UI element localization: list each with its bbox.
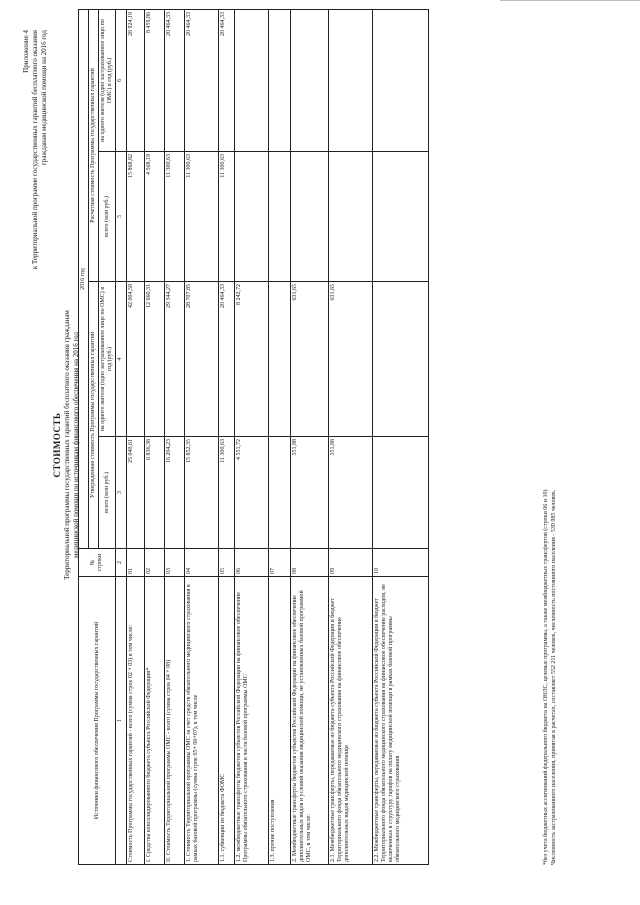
header-approved-total: всего (млн руб.) xyxy=(99,437,116,549)
header-approved-cost: Утвержденная стоимость Программы государственных гарантий xyxy=(89,282,99,549)
approved-total-cell: 25 040,61 xyxy=(127,437,145,549)
row-number: 10 xyxy=(373,549,429,577)
header-row-number: № строки xyxy=(79,549,116,577)
row-number: 02 xyxy=(145,549,165,577)
approved-total-cell xyxy=(373,437,429,549)
appendix-line-2: к Территориальной программе государственных гарантий бесплатного оказания xyxy=(31,30,39,270)
calc-per-capita-cell xyxy=(373,9,429,151)
calc-total-cell: 11 300,63 xyxy=(165,152,185,282)
row-label: I. Средства консолидированного бюджета субъекта Российской Федерации* xyxy=(145,577,165,865)
row-number: 09 xyxy=(329,549,373,577)
approved-per-capita-cell: 20 464,33 xyxy=(219,282,235,437)
calc-per-capita-cell: 20 464,33 xyxy=(165,9,185,151)
document-title: СТОИМОСТЬ xyxy=(52,412,62,478)
approved-total-cell: 6 836,38 xyxy=(145,437,165,549)
calc-total-cell xyxy=(235,152,269,282)
column-number: 3 xyxy=(116,437,127,549)
row-number: 07 xyxy=(269,549,291,577)
calc-total-cell: 15 868,82 xyxy=(127,152,145,282)
footnotes xyxy=(542,490,558,866)
table-row xyxy=(165,9,185,864)
table-row xyxy=(269,9,291,864)
row-number: 01 xyxy=(127,549,145,577)
column-number: 6 xyxy=(116,9,127,151)
table-row xyxy=(185,9,219,864)
approved-per-capita-cell: 631,65 xyxy=(329,282,373,437)
approved-per-capita-cell xyxy=(269,282,291,437)
approved-per-capita-cell: 8 242,72 xyxy=(235,282,269,437)
approved-per-capita-cell: 42 004,58 xyxy=(127,282,145,437)
footnote-2: Численность застрахованного населения, принятая в расчетах, составляет 552 211 человек, численность постоянного населения - 539 985 человек. xyxy=(551,489,557,865)
approved-per-capita-cell: 29 344,27 xyxy=(165,282,185,437)
approved-per-capita-cell xyxy=(373,282,429,437)
row-label: 1.1. субвенции из бюджета ФОМС xyxy=(219,577,235,865)
table-row xyxy=(235,9,269,864)
table-row xyxy=(127,9,145,864)
table-row xyxy=(219,9,235,864)
calc-per-capita-cell: 20 464,33 xyxy=(219,9,235,151)
column-number-row xyxy=(116,9,127,864)
calc-total-cell xyxy=(329,152,373,282)
row-label: II. Стоимость Территориальной программы ОМС - всего (сумма строк 04 + 08) xyxy=(165,577,185,865)
row-number: 04 xyxy=(185,549,219,577)
approved-per-capita-cell: 28 707,85 xyxy=(185,282,219,437)
approved-per-capita-cell: 631,65 xyxy=(291,282,329,437)
calc-per-capita-cell: 20 464,33 xyxy=(185,9,219,151)
column-number: 4 xyxy=(116,282,127,437)
approved-total-cell xyxy=(269,437,291,549)
approved-total-cell: 351,88 xyxy=(329,437,373,549)
calc-total-cell xyxy=(291,152,329,282)
calc-per-capita-cell xyxy=(291,9,329,151)
appendix-header xyxy=(22,30,49,390)
calc-per-capita-cell: 8 459,86 xyxy=(145,9,165,151)
approved-per-capita-cell: 12 660,31 xyxy=(145,282,165,437)
approved-total-cell: 351,88 xyxy=(291,437,329,549)
row-label: 2. Межбюджетные трансферты бюджетов субъектов Российской Федерации на финансовое обеспечение дополнительных видов и условий оказания медицинской помощи, не установленных базовой программой ОМС, в том числе: xyxy=(291,577,329,865)
column-number: 2 xyxy=(116,549,127,577)
document-subtitle-2: медицинской помощи по источникам финансового обеспечения на 2016 год xyxy=(72,331,80,559)
appendix-line-1: Приложение 4 xyxy=(22,30,30,73)
row-number: 06 xyxy=(235,549,269,577)
cost-table xyxy=(78,9,429,865)
approved-total-cell: 11 300,63 xyxy=(219,437,235,549)
header-calc-per-capita: на одного жителя (одно застрахованное лицо по ОМС) в год (руб.) xyxy=(99,9,116,151)
row-label: 1.3. прочие поступления xyxy=(269,577,291,865)
appendix-line-3: гражданам медицинской помощи на 2016 год xyxy=(40,30,48,165)
calc-per-capita-cell xyxy=(269,9,291,151)
row-label: 1.2. межбюджетные трансферты бюджетов субъектов Российской Федерации на финансовое обеспечение Программы обязательного страхования в части базовой программы ОМС xyxy=(235,577,269,865)
row-number: 03 xyxy=(165,549,185,577)
calc-total-cell: 4 568,19 xyxy=(145,152,165,282)
table-row xyxy=(329,9,373,864)
table-row xyxy=(291,9,329,864)
document-subtitle-1: Территориальной программы государственных гарантий бесплатного оказания гражданам xyxy=(63,310,71,580)
calc-total-cell: 11 300,63 xyxy=(185,152,219,282)
row-number: 08 xyxy=(291,549,329,577)
column-number: 5 xyxy=(116,152,127,282)
title-block xyxy=(52,65,81,825)
header-calc-total: всего (млн руб.) xyxy=(99,152,116,282)
header-year: 2016 год xyxy=(79,9,89,548)
calc-total-cell: 11 300,63 xyxy=(219,152,235,282)
header-sources: Источники финансового обеспечения Программы государственных гарантий xyxy=(79,577,116,865)
row-label: 2.1. Межбюджетные трансферты, передаваемые из бюджета субъекта Российской Федерации в бюджет Территориального фонда обязательного медицинского страхования на финансовое обеспечение дополнительных видов медицинской помощи xyxy=(329,577,373,865)
approved-total-cell: 16 204,23 xyxy=(165,437,185,549)
table-header-row-1 xyxy=(79,9,89,864)
header-approved-per-capita: на одного жителя (одно застрахованное лицо по ОМС) в год (руб.) xyxy=(99,282,116,437)
row-label: 1. Стоимость Территориальной программы ОМС за счет средств обязательного медицинского страхования в рамках базовой программы (сумма строк 05+ 06+07), в том числе xyxy=(185,577,219,865)
footnote-1: *без учета бюджетных ассигнований федерального бюджета на ОНЛС, целевые программы, а также межбюджетных трансфертов (строки 06 и 10) xyxy=(543,489,549,865)
calc-per-capita-cell: 28 924,19 xyxy=(127,9,145,151)
row-label: Стоимость Программы государственных гарантий - всего (сумма строк 02 + 03) в том числе: xyxy=(127,577,145,865)
table-row xyxy=(145,9,165,864)
table-body xyxy=(127,9,429,864)
calc-total-cell xyxy=(269,152,291,282)
approved-total-cell: 4 551,72 xyxy=(235,437,269,549)
row-label: 2.2. Межбюджетные трансферты, передаваемые из бюджета субъекта Российской Федерации в бюджет Территориального фонда обязательного медицинского страхования на финансовое обеспечение расходов, не включенных в структуру тарифов на оплату медицинской помощи в рамках базовой программы обязательного медицинского страхования xyxy=(373,577,429,865)
table-row xyxy=(373,9,429,864)
approved-total-cell: 15 852,35 xyxy=(185,437,219,549)
header-calculated-cost: Расчетная стоимость Программы государственных гарантий xyxy=(89,9,99,281)
calc-total-cell xyxy=(373,152,429,282)
column-number: 1 xyxy=(116,577,127,865)
calc-per-capita-cell xyxy=(235,9,269,151)
row-number: 05 xyxy=(219,549,235,577)
calc-per-capita-cell xyxy=(329,9,373,151)
